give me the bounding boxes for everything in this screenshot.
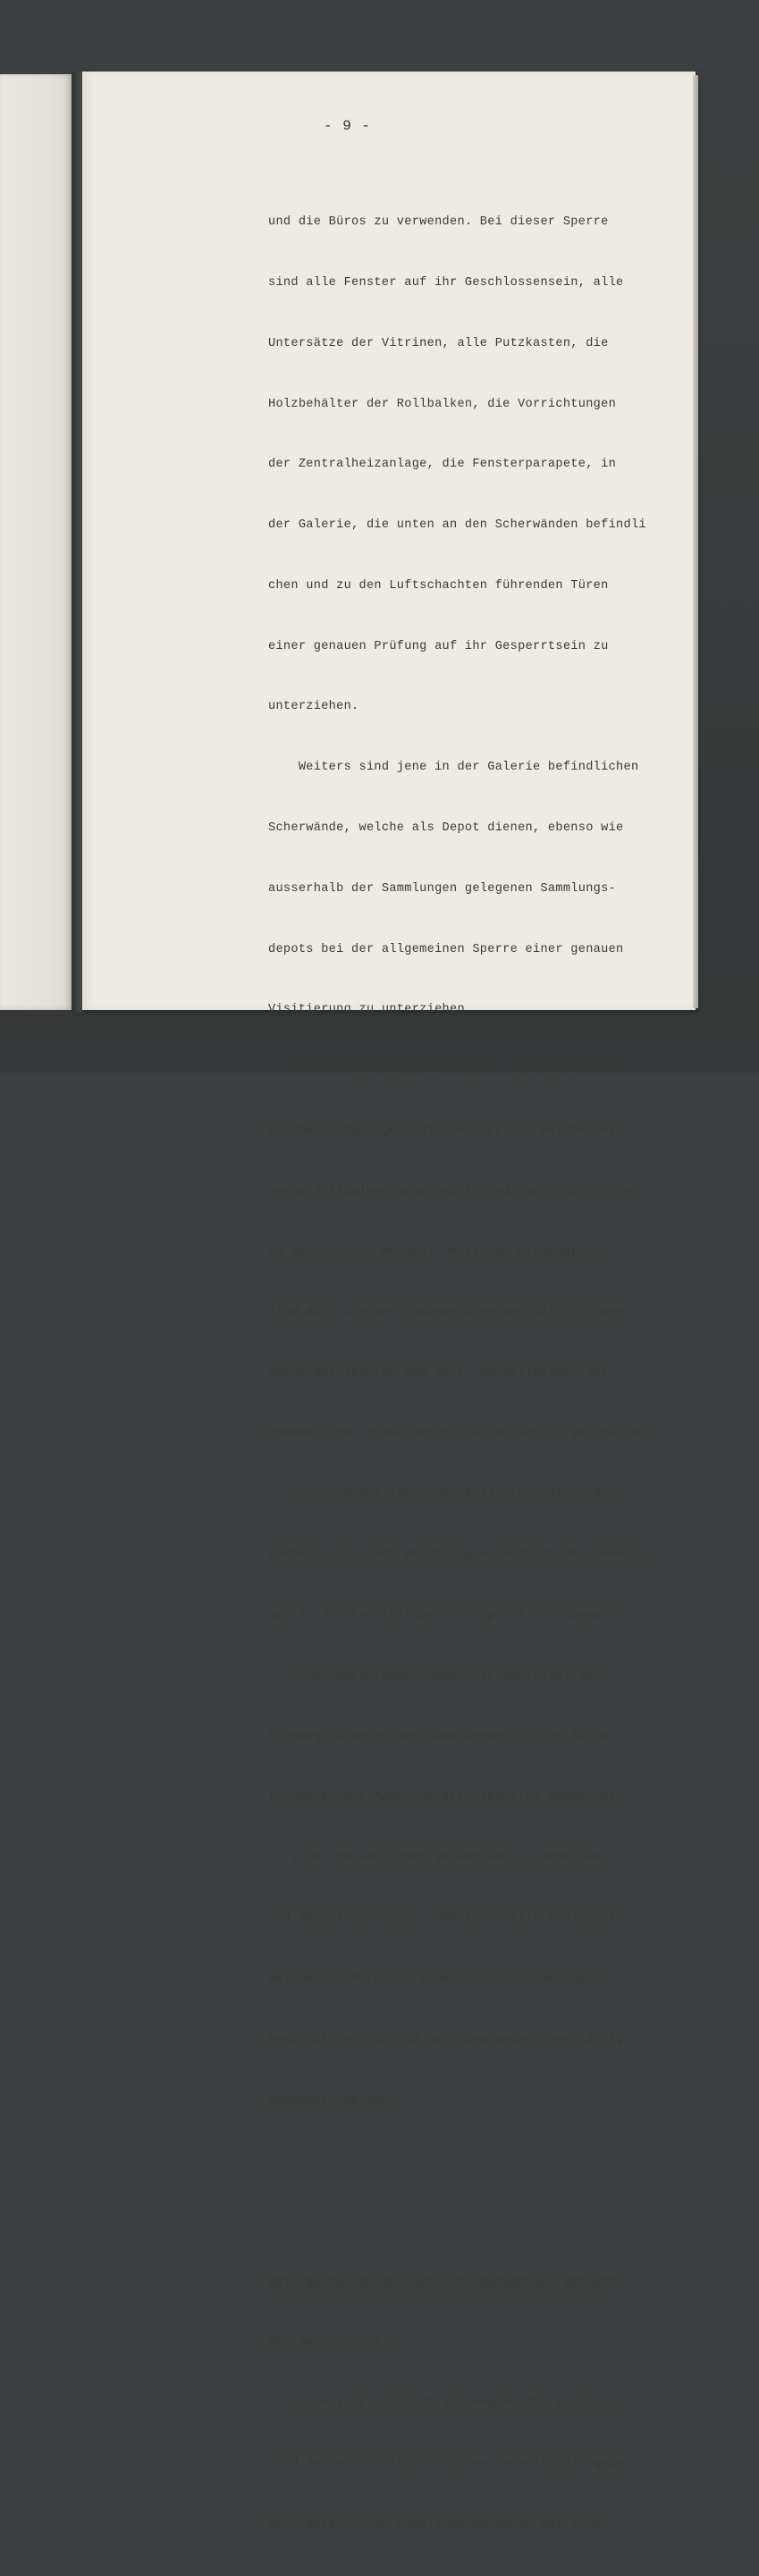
body-line: und die Büros zu verwenden. Bei dieser Sperre — [268, 215, 609, 230]
body-line: Eine Viertelstunde vor Beginn des Einlasses — [268, 2396, 624, 2411]
page-body — [268, 173, 688, 2576]
body-line: plachen aufgezogen, die Fenster, an welchen ei- — [268, 1124, 624, 1138]
body-line: serne Rollbalken angebracht sind, auch durch die- — [268, 1184, 639, 1199]
paragraph-spacer — [268, 2151, 688, 2172]
body-line: Eingangstüren zu den Sammlungen bis zur Ablie- — [268, 1730, 617, 1744]
page-stack-edge — [693, 75, 698, 1008]
body-line: handen sind, diese herabzulassen und zu versperren — [268, 1427, 646, 1441]
page-number: - 9 - — [324, 118, 372, 134]
body-line: Ferner ist dafür zu sorgen, daß die Sonnen- — [268, 1064, 624, 1078]
body-line: Weiters sind jene in der Galerie befindlichen — [268, 761, 639, 775]
body-line: benötigt, vor Schluß der Sammlungen zuverlässig — [268, 2033, 624, 2047]
body-line: chen und zu den Luftschachten führenden Türen — [268, 578, 609, 593]
body-line: Visitierung zu unterziehen. — [268, 1003, 473, 1017]
body-line: unterziehen. — [268, 700, 359, 714]
body-line: ferung an die Administrationskanzlei unbedingt — [268, 1790, 617, 1805]
body-line: Scherwände, welche als Depot dienen, ebenso wie — [268, 821, 624, 835]
body-line: in ihrer persönlichen Verwahrung zu behalten — [268, 1851, 602, 1865]
body-line: Die Oberaufseher haben die Schlüssel der — [268, 1669, 602, 1683]
body-line: welche das Personal innerhalb der Sammlungen — [268, 1972, 602, 1986]
section-heading: Obliegenheiten des Aufsichtspersonales während — [268, 2275, 617, 2289]
body-line: depots bei der allgemeinen Sperre einer genauen — [268, 942, 624, 956]
paragraph-spacer — [268, 2212, 688, 2233]
body-line: wird das erste Glockenzeichen im Vestibüle gege- — [268, 2457, 631, 2471]
previous-page-edge — [0, 74, 72, 1010]
body-line: ben, worauf sich sämtliche Aufseher auf ihre — [268, 2517, 602, 2531]
body-line: der Zentralheizanlage, die Fensterparapete, in — [268, 458, 617, 472]
document-page — [82, 72, 696, 2531]
body-line: se geschlossen werden; nebst den Eingangtüren — [268, 1245, 609, 1259]
body-line: sind auch die Verbindungstüren der Säle mit den — [268, 1306, 624, 1320]
body-line: einer genauen Prüfung auf ihr Gesperrtsein zu — [268, 639, 609, 653]
body-line: Holzbehälter der Rollbalken, die Vorrichtungen — [268, 397, 617, 411]
body-line: gen in den Kanzleiräumen versperrt aufzubewahren. — [268, 1609, 639, 1623]
body-line: der Galerie, die unten an den Scherwänden befindli — [268, 518, 646, 533]
body-line: ausserhalb der Sammlungen gelegenen Sammlungs- — [268, 881, 617, 896]
binding-gutter — [72, 72, 82, 1012]
body-line: und darauf zu achten, daß ihnen alle Schlüssel, — [268, 1912, 624, 1926]
body-line: Die zum Aufziehen der Rollbalken dienenden — [268, 1487, 617, 1502]
body-line: abgegeben werden. — [268, 2093, 397, 2108]
body-line: Büros abzusperren und dort, wo Rollbalken vor- — [268, 1367, 617, 1381]
body-line: Kurbeln sind nach Benützung ausserhalb der Sammlun — [268, 1548, 646, 1562]
body-line: Untersätze der Vitrinen, alle Putzkasten, die — [268, 336, 609, 350]
section-heading: der Besuchszeit: — [268, 2336, 390, 2350]
body-line: sind alle Fenster auf ihr Geschlossensein, alle — [268, 275, 624, 290]
